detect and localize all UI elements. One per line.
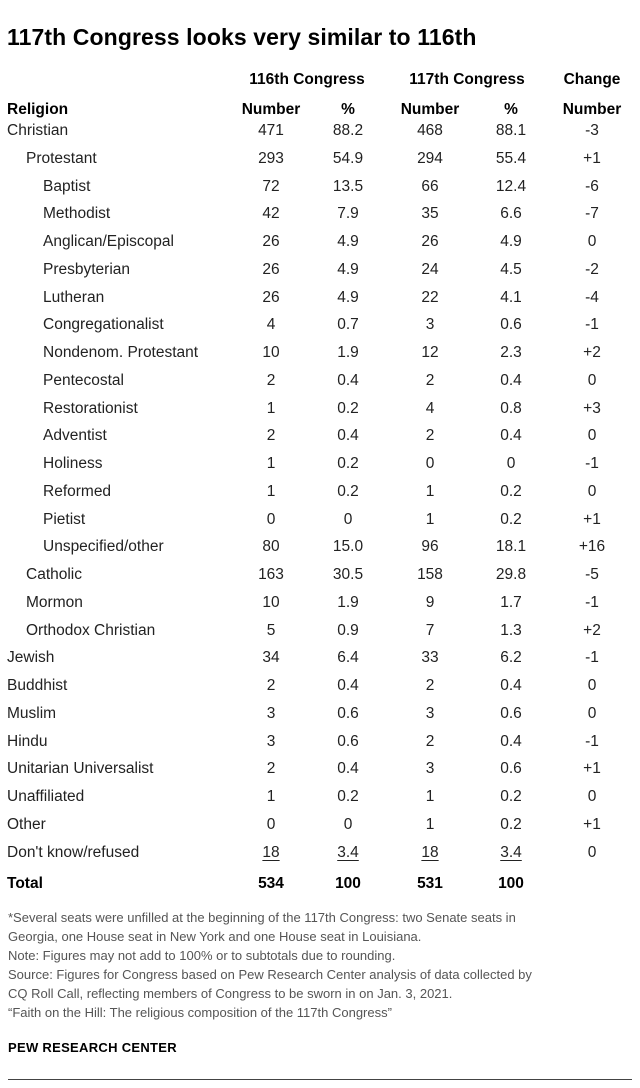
footnote-line: Georgia, one House seat in New York and one House seat in Louisiana. — [8, 929, 422, 944]
cell-number-116: 2 — [266, 427, 276, 445]
cell-percent-116: 0.7 — [337, 316, 359, 334]
header-117th-congress: 117th Congress — [409, 71, 525, 88]
cell-percent-117: 6.6 — [500, 205, 522, 223]
cell-percent-116: 6.4 — [337, 649, 359, 667]
religion-label: Other — [7, 815, 46, 833]
bottom-divider — [8, 1079, 632, 1080]
cell-number-116: 163 — [258, 566, 284, 583]
cell-percent-117: 0.8 — [500, 399, 522, 417]
cell-number-116: 534 — [258, 875, 284, 892]
cell-number-117: 2 — [425, 371, 435, 389]
cell-number-117-value: 18 — [421, 843, 439, 861]
cell-number-116-value: 18 — [262, 843, 280, 861]
cell-percent-116: 0.2 — [337, 482, 359, 500]
table-row — [0, 816, 640, 840]
cell-number-117: 3 — [425, 760, 435, 778]
cell-number-117: 1 — [425, 788, 435, 805]
header-percent-116: % — [341, 101, 355, 118]
cell-change: -6 — [585, 177, 599, 195]
cell-change: +1 — [583, 149, 601, 167]
cell-number-117: 9 — [425, 593, 435, 611]
cell-percent-116: 0.4 — [337, 760, 359, 778]
report-title-line: “Faith on the Hill: The religious composition of the 117th Congress” — [8, 1005, 392, 1020]
cell-change: -1 — [585, 732, 599, 750]
cell-number-116: 34 — [262, 649, 280, 667]
cell-percent-117: 0.2 — [500, 482, 522, 500]
cell-number-116: 26 — [262, 260, 280, 278]
table-row — [0, 150, 640, 174]
table-row — [0, 844, 640, 868]
publisher-logo-text: PEW RESEARCH CENTER — [8, 1040, 177, 1055]
cell-percent-117: 0.2 — [500, 788, 522, 805]
cell-number-117: 1 — [425, 815, 435, 833]
cell-change: 0 — [587, 371, 597, 389]
header-percent-117: % — [504, 101, 518, 118]
religion-label: Nondenom. Protestant — [43, 344, 199, 361]
cell-percent-117: 0.4 — [500, 677, 522, 694]
religion-label: Restorationist — [43, 399, 138, 417]
cell-percent-116: 15.0 — [332, 538, 364, 556]
table-row — [0, 316, 640, 340]
cell-change: +2 — [583, 344, 601, 361]
table-row — [0, 760, 640, 784]
cell-percent-117: 1.3 — [500, 621, 522, 639]
cell-change: -1 — [585, 649, 599, 667]
table-row — [0, 733, 640, 757]
total-row — [0, 875, 640, 899]
cell-number-117: 22 — [421, 288, 439, 306]
cell-change: 0 — [587, 788, 597, 805]
religion-label: Mormon — [26, 593, 83, 611]
cell-change: 0 — [587, 677, 597, 694]
cell-percent-117: 6.2 — [500, 649, 522, 667]
cell-number-116: 10 — [262, 593, 280, 611]
religion-label: Catholic — [26, 566, 82, 583]
cell-number-117: 2 — [425, 677, 435, 694]
table-row — [0, 705, 640, 729]
cell-change: +2 — [583, 621, 601, 639]
note-line: Note: Figures may not add to 100% or to subtotals due to rounding. — [8, 948, 396, 963]
cell-percent-116: 13.5 — [332, 177, 364, 195]
cell-percent-117: 0 — [506, 455, 516, 472]
table-row — [0, 538, 640, 562]
cell-number-117: 96 — [421, 538, 439, 556]
religion-label: Baptist — [43, 177, 91, 195]
cell-change: -4 — [585, 288, 599, 306]
cell-number-117: 2 — [425, 427, 435, 445]
religion-label: Holiness — [43, 455, 103, 472]
cell-number-116: 3 — [266, 704, 276, 722]
cell-percent-116: 0.9 — [337, 621, 359, 639]
cell-percent-116: 4.9 — [337, 233, 359, 250]
religion-label: Adventist — [43, 427, 107, 445]
religion-label: Christian — [7, 122, 69, 139]
cell-percent-116: 0.4 — [337, 371, 359, 389]
cell-number-117: 0 — [425, 455, 435, 472]
cell-percent-116: 88.2 — [332, 122, 364, 139]
cell-number-117: 531 — [417, 875, 443, 892]
religion-label: Congregationalist — [43, 316, 164, 334]
cell-number-116: 26 — [262, 288, 280, 306]
table-row — [0, 511, 640, 535]
cell-number-116: 0 — [266, 510, 276, 528]
cell-number-116: 26 — [262, 233, 280, 250]
cell-number-116: 42 — [262, 205, 280, 223]
footnote-line: *Several seats were unfilled at the beginning of the 117th Congress: two Senate seats in — [8, 910, 516, 925]
cell-number-116: 1 — [266, 455, 276, 472]
header-116th-congress: 116th Congress — [249, 71, 365, 88]
cell-percent-116: 0.6 — [337, 704, 359, 722]
cell-number-117: 158 — [417, 566, 443, 583]
cell-percent-117: 0.6 — [500, 316, 522, 334]
cell-percent-117: 0.4 — [500, 427, 522, 445]
religion-label: Reformed — [43, 482, 112, 500]
cell-percent-116: 0.2 — [337, 455, 359, 472]
cell-number-117: 1 — [425, 482, 435, 500]
cell-number-117: 7 — [425, 621, 435, 639]
cell-percent-116: 0.4 — [337, 677, 359, 694]
table-row — [0, 622, 640, 646]
religion-label: Hindu — [7, 732, 48, 750]
cell-number-117: 2 — [425, 732, 435, 750]
header-change: Change — [563, 71, 621, 88]
cell-change: +3 — [583, 399, 601, 417]
cell-number-117: 24 — [421, 260, 439, 278]
cell-percent-117: 1.7 — [500, 593, 522, 611]
cell-percent-117: 29.8 — [495, 566, 527, 583]
cell-change: +16 — [578, 538, 606, 556]
cell-change: -3 — [585, 122, 599, 139]
cell-change: 0 — [587, 233, 597, 250]
cell-percent-117: 2.3 — [500, 344, 522, 361]
cell-percent-116: 1.9 — [337, 344, 359, 361]
cell-percent-116: 4.9 — [337, 288, 359, 306]
header-number-116: Number — [241, 101, 301, 118]
cell-percent-116: 100 — [335, 875, 361, 892]
cell-number-117: 26 — [421, 233, 439, 250]
cell-percent-116: 0 — [343, 815, 353, 833]
religion-label: Methodist — [43, 205, 111, 223]
total-label: Total — [7, 875, 43, 892]
cell-number-116: 2 — [266, 677, 276, 694]
table-row — [0, 344, 640, 368]
religion-label: Unspecified/other — [43, 538, 164, 556]
cell-number-116: 1 — [266, 788, 276, 805]
cell-percent-116: 0.6 — [337, 732, 359, 750]
table-row — [0, 205, 640, 229]
cell-number-117: 468 — [417, 122, 443, 139]
cell-percent-117: 0.2 — [500, 510, 522, 528]
cell-percent-117: 0.4 — [500, 371, 522, 389]
cell-percent-117: 12.4 — [495, 177, 527, 195]
cell-number-116: 2 — [266, 760, 276, 778]
cell-change: -5 — [585, 566, 599, 583]
cell-percent-116-value: 3.4 — [337, 843, 359, 861]
cell-number-116: 3 — [266, 732, 276, 750]
cell-change: 0 — [587, 704, 597, 722]
religion-label: Presbyterian — [43, 260, 131, 278]
cell-percent-117: 0.6 — [500, 760, 522, 778]
cell-percent-116: 0.2 — [337, 399, 359, 417]
page-title: 117th Congress looks very similar to 116th — [7, 24, 477, 50]
cell-change: -7 — [585, 205, 599, 223]
footnotes — [8, 908, 632, 1022]
religion-label: Buddhist — [7, 677, 68, 694]
cell-number-117: 35 — [421, 205, 439, 223]
cell-percent-116: 4.9 — [337, 260, 359, 278]
table-row — [0, 649, 640, 673]
cell-percent-117: 0.4 — [500, 732, 522, 750]
cell-percent-116: 54.9 — [332, 149, 364, 167]
table-row — [0, 178, 640, 202]
header-religion: Religion — [7, 101, 69, 118]
cell-number-117: 4 — [425, 399, 435, 417]
table-row — [0, 594, 640, 618]
cell-percent-116: 7.9 — [337, 205, 359, 223]
cell-number-116: 5 — [266, 621, 276, 639]
cell-number-116: 72 — [262, 177, 280, 195]
table-row — [0, 400, 640, 424]
table-row — [0, 261, 640, 285]
cell-number-117: 66 — [421, 177, 439, 195]
cell-percent-116: 1.9 — [337, 593, 359, 611]
table-row — [0, 455, 640, 479]
cell-change: +1 — [583, 760, 601, 778]
religion-label: Unitarian Universalist — [7, 760, 154, 778]
source-line: CQ Roll Call, reflecting members of Congress to be sworn in on Jan. 3, 2021. — [8, 986, 453, 1001]
cell-change: +1 — [583, 815, 601, 833]
cell-change: 0 — [587, 843, 597, 861]
cell-number-116: 1 — [266, 399, 276, 417]
religion-label: Protestant — [26, 149, 97, 167]
table-row — [0, 788, 640, 812]
cell-number-116: 80 — [262, 538, 280, 556]
cell-number-117: 12 — [421, 344, 439, 361]
cell-number-117: 1 — [425, 510, 435, 528]
cell-change: -1 — [585, 593, 599, 611]
table-row — [0, 289, 640, 313]
cell-number-116: 1 — [266, 482, 276, 500]
cell-number-116: 4 — [266, 316, 276, 334]
table-row — [0, 566, 640, 590]
cell-number-117: 3 — [425, 704, 435, 722]
cell-percent-117: 4.1 — [500, 288, 522, 306]
table-row — [0, 122, 640, 146]
table-row — [0, 483, 640, 507]
cell-change: 0 — [587, 427, 597, 445]
source-line: Source: Figures for Congress based on Pew Research Center analysis of data collected by — [8, 967, 532, 982]
religion-label: Don't know/refused — [7, 843, 140, 861]
cell-percent-117 — [476, 844, 546, 862]
cell-number-116: 471 — [258, 122, 284, 139]
cell-percent-116: 0.2 — [337, 788, 359, 805]
cell-change: 0 — [587, 482, 597, 500]
cell-percent-117: 18.1 — [495, 538, 527, 556]
religion-label: Pentecostal — [43, 371, 124, 389]
cell-number-117 — [390, 844, 470, 862]
cell-number-117: 33 — [421, 649, 439, 667]
cell-percent-117: 55.4 — [495, 149, 527, 167]
cell-percent-117: 100 — [498, 875, 524, 892]
cell-percent-116: 0.4 — [337, 427, 359, 445]
cell-percent-116: 0 — [343, 510, 353, 528]
cell-percent-116 — [313, 844, 383, 862]
cell-percent-116: 30.5 — [332, 566, 364, 583]
cell-number-117: 294 — [417, 149, 443, 167]
cell-percent-117: 0.6 — [500, 704, 522, 722]
religion-label: Pietist — [43, 510, 86, 528]
table-row — [0, 677, 640, 701]
cell-change: -1 — [585, 455, 599, 472]
table-row — [0, 372, 640, 396]
cell-number-116 — [231, 844, 311, 862]
cell-change: -2 — [585, 260, 599, 278]
cell-percent-117: 4.5 — [500, 260, 522, 278]
religion-label: Unaffiliated — [7, 788, 85, 805]
cell-percent-117: 4.9 — [500, 233, 522, 250]
cell-number-117: 3 — [425, 316, 435, 334]
religion-label: Orthodox Christian — [26, 621, 156, 639]
cell-number-116: 0 — [266, 815, 276, 833]
cell-number-116: 293 — [258, 149, 284, 167]
cell-percent-117: 88.1 — [495, 122, 527, 139]
header-number-change: Number — [562, 101, 622, 118]
cell-percent-117: 0.2 — [500, 815, 522, 833]
religion-label: Lutheran — [43, 288, 105, 306]
religion-label: Anglican/Episcopal — [43, 233, 174, 250]
table-row — [0, 233, 640, 257]
cell-percent-117-value: 3.4 — [500, 843, 522, 861]
header-number-117: Number — [400, 101, 460, 118]
religion-label: Jewish — [7, 649, 55, 667]
religion-label: Muslim — [7, 704, 57, 722]
cell-number-116: 10 — [262, 344, 280, 361]
table-row — [0, 427, 640, 451]
cell-change: -1 — [585, 316, 599, 334]
cell-number-116: 2 — [266, 371, 276, 389]
cell-change: +1 — [583, 510, 601, 528]
